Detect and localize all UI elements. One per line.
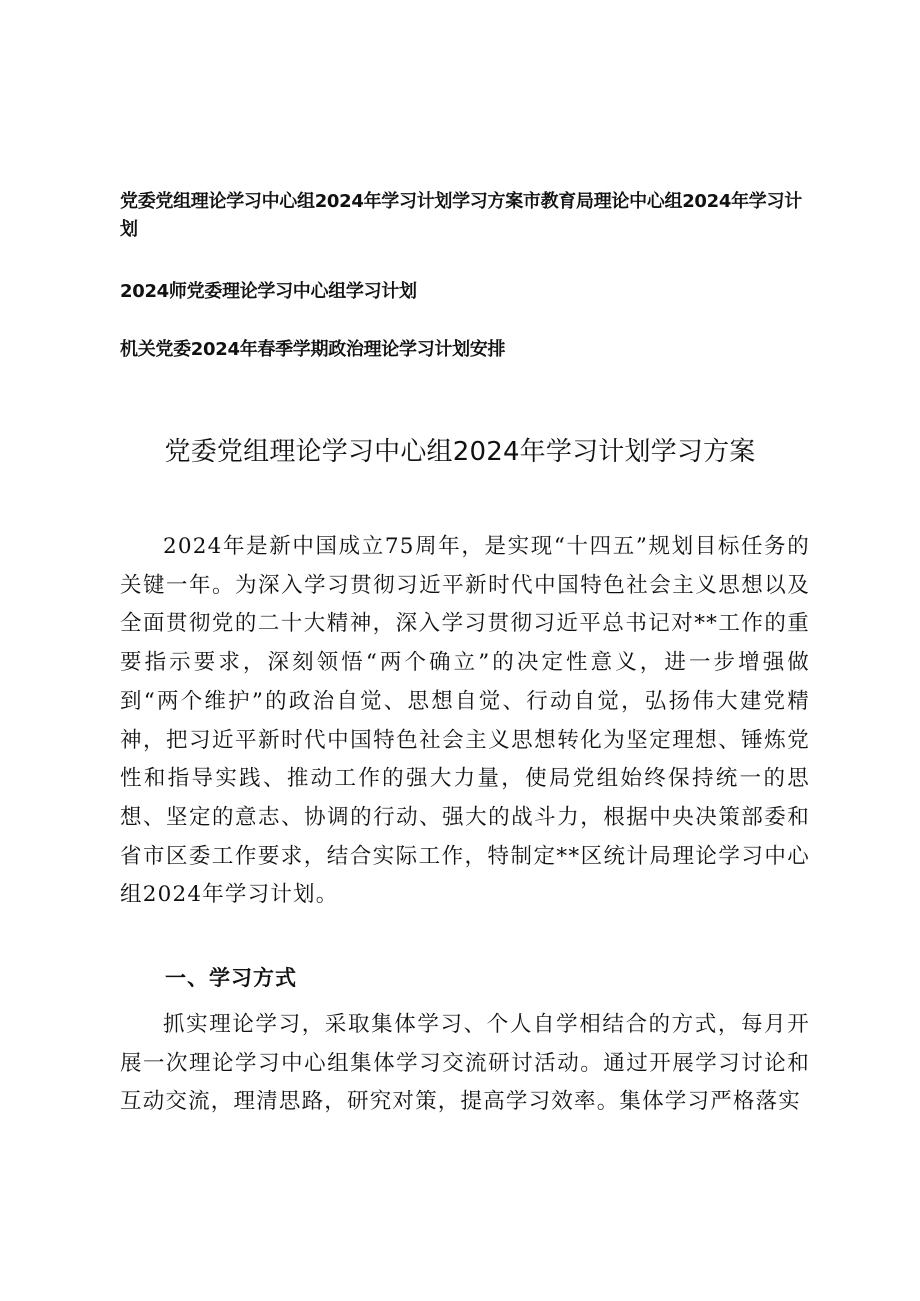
document-title: 党委党组理论学习中心组2024年学习计划学习方案	[164, 437, 756, 467]
study-method-paragraph: 抓实理论学习，采取集体学习、个人自学相结合的方式，每月开展一次理论学习中心组集体学习交流研讨活动。通过开展学习讨论和互动交流，理清思路，研究对策，提高学习效率。集体学习严格落实	[120, 1012, 810, 1115]
toc-item-1[interactable]: 党委党组理论学习中心组2024年学习计划学习方案市教育局理论中心组2024年学习计划	[120, 191, 802, 240]
toc-item-2[interactable]: 2024师党委理论学习中心组学习计划	[120, 281, 417, 302]
intro-paragraph: 2024年是新中国成立75周年，是实现“十四五”规划目标任务的关键一年。为深入学习贯彻习近平新时代中国特色社会主义思想以及全面贯彻党的二十大精神，深入学习贯彻习近平总书记对**工作的重要指示要求，深刻领悟“两个确立”的决定性意义，进一步增强做到“两个维护”的政治自觉、思想自觉、行动自觉，弘扬伟大建党精神，把习近平新时代中国特色社会主义思想转化为坚定理想、锤炼党性和指导实践、推动工作的强大力量，使局党组始终保持统一的思想、坚定的意志、协调的行动、强大的战斗力，根据中央决策部委和省市区委工作要求，结合实际工作，特制定**区统计局理论学习中心组2024年学习计划。	[120, 534, 810, 908]
toc-item-3[interactable]: 机关党委2024年春季学期政治理论学习计划安排	[120, 339, 506, 360]
section-heading-study-method: 一、学习方式	[165, 966, 297, 990]
